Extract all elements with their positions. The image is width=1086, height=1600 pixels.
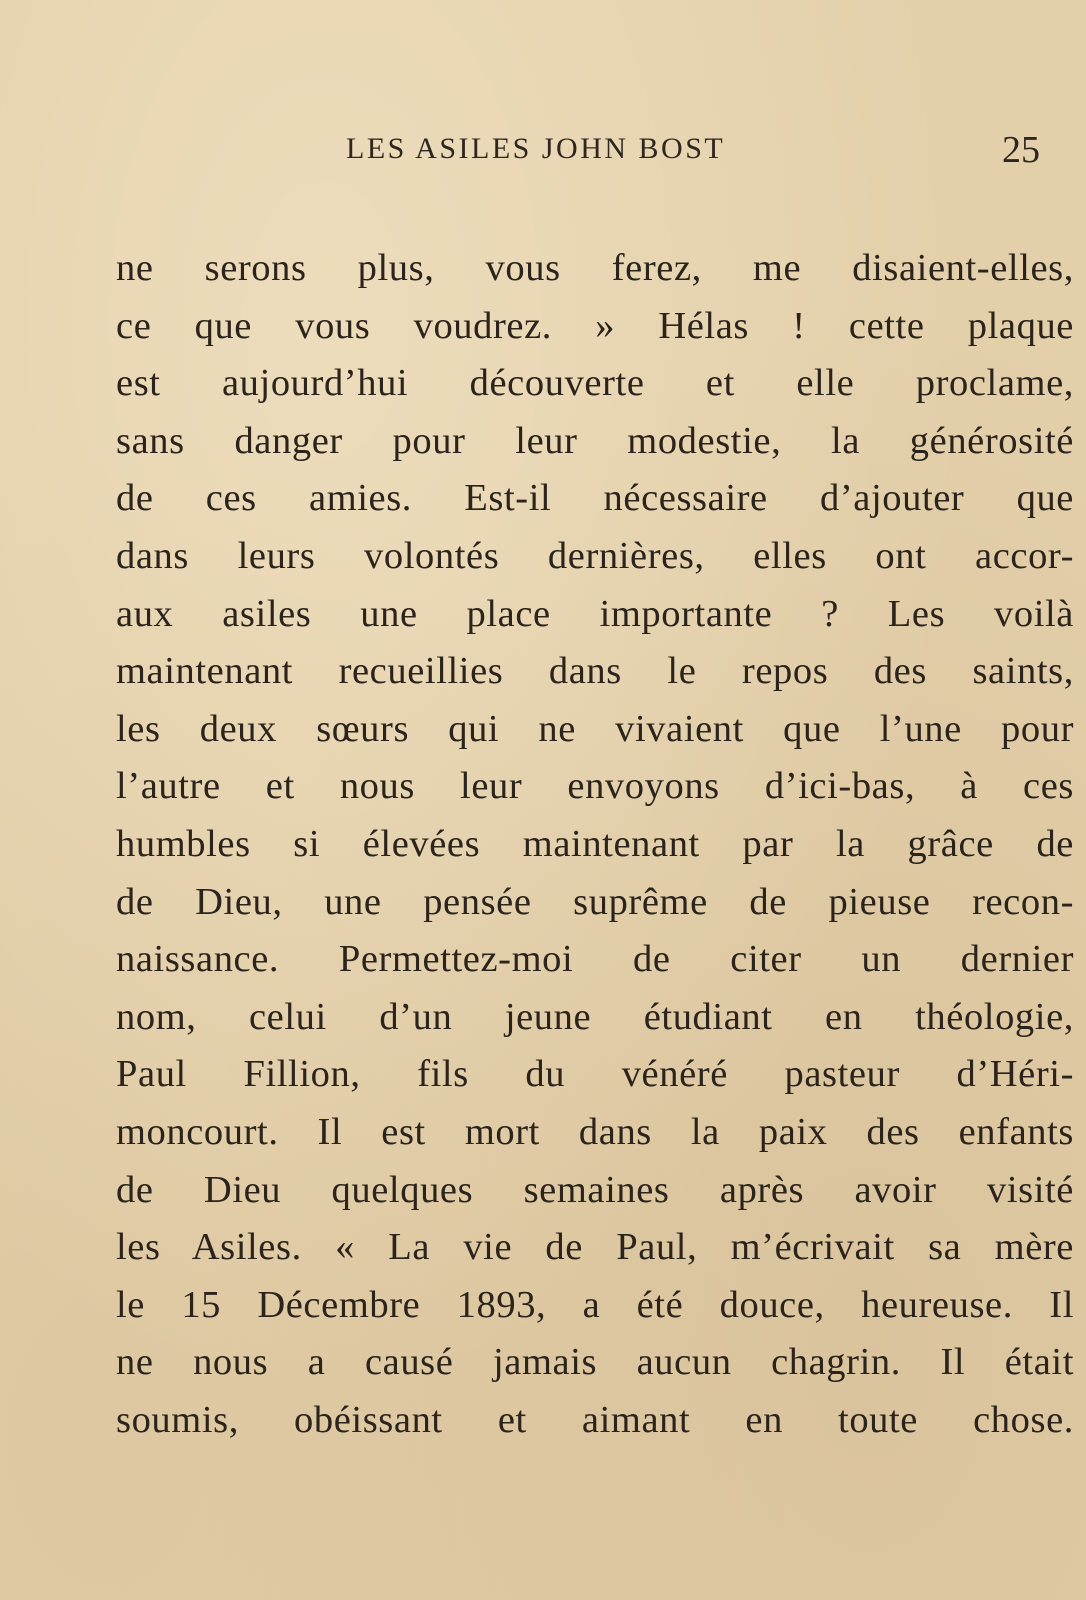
body-text <box>116 240 1074 1449</box>
text-line: les Asiles. « La vie de Paul, m’écrivait sa mère <box>116 1226 1074 1269</box>
text-line: ne nous a causé jamais aucun chagrin. Il était <box>116 1341 1074 1384</box>
text-line: maintenant recueillies dans le repos des saints, <box>116 650 1074 693</box>
text-line: ne serons plus, vous ferez, me disaient-elles, <box>116 247 1074 289</box>
text-line: de Dieu, une pensée suprême de pieuse recon- <box>116 880 1074 923</box>
text-line: ce que vous voudrez. » Hélas ! cette plaque <box>116 304 1074 347</box>
text-line: Paul Fillion, fils du vénéré pasteur d’Héri- <box>116 1053 1074 1096</box>
text-line: le 15 Décembre 1893, a été douce, heureuse. Il <box>116 1283 1074 1326</box>
page-number: 25 <box>1002 129 1040 171</box>
text-line: dans leurs volontés dernières, elles ont accor- <box>116 534 1074 577</box>
text-line: l’autre et nous leur envoyons d’ici-bas, à ces <box>116 765 1074 808</box>
text-line: de Dieu quelques semaines après avoir visité <box>116 1168 1074 1211</box>
running-head-title: LES ASILES JOHN BOST <box>346 132 726 165</box>
text-line: est aujourd’hui découverte et elle proclame, <box>116 362 1074 405</box>
text-line: naissance. Permettez-moi de citer un dernier <box>116 938 1074 981</box>
text-line: nom, celui d’un jeune étudiant en théologie, <box>116 995 1074 1038</box>
text-line: les deux sœurs qui ne vivaient que l’une pour <box>116 707 1074 750</box>
text-line: de ces amies. Est-il nécessaire d’ajouter que <box>116 477 1074 520</box>
text-line: sans danger pour leur modestie, la générosité <box>116 419 1074 462</box>
text-line: soumis, obéissant et aimant en toute chose. <box>116 1398 1074 1441</box>
text-line: moncourt. Il est mort dans la paix des enfants <box>116 1110 1074 1153</box>
text-line: humbles si élevées maintenant par la grâce de <box>116 822 1074 865</box>
text-line: aux asiles une place importante ? Les voilà <box>116 592 1074 635</box>
